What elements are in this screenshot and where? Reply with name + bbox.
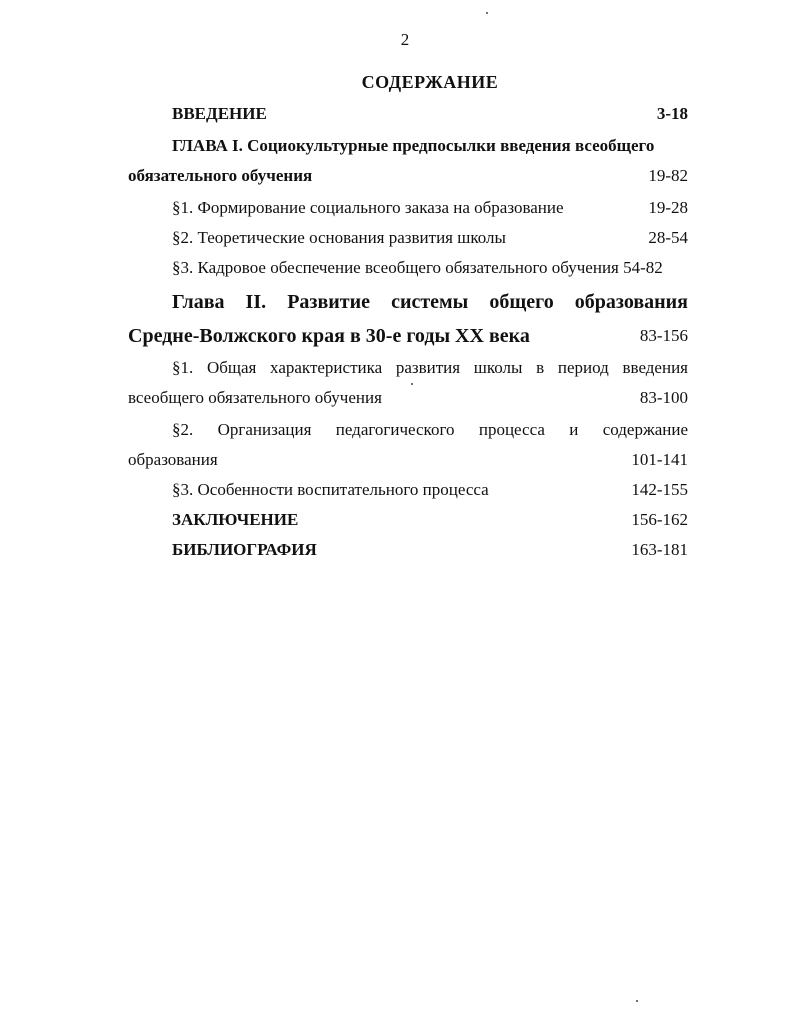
toc-ch2-section1-pages: 83-100 [639, 388, 688, 407]
scan-speck [636, 1000, 638, 1002]
toc-chapter2-title: Глава II. Развитие системы общего образования [172, 291, 688, 313]
toc-chapter1-title-cont: обязательного обучения [128, 166, 313, 185]
toc-ch1-section3-label: §3. Кадровое обеспечение всеобщего обязательного обучения 54-82 [172, 258, 663, 277]
toc-chapter2-pages: 83-156 [639, 326, 688, 345]
toc-intro-label: ВВЕДЕНИЕ [172, 104, 267, 123]
toc-conclusion-pages: 156-162 [631, 510, 688, 529]
toc-ch2-section3 [128, 478, 688, 502]
toc-ch1-section2-pages: 28-54 [648, 228, 688, 247]
toc-chapter1-title: ГЛАВА I. Социокультурные предпосылки введения всеобщего [172, 136, 655, 155]
page-number: 2 [400, 30, 410, 49]
contents-title: СОДЕРЖАНИЕ [361, 72, 499, 92]
toc-ch1-section1-label: §1. Формирование социального заказа на образование [172, 198, 564, 217]
toc-conclusion [128, 508, 688, 532]
toc-ch2-section3-label: §3. Особенности воспитательного процесса [172, 480, 489, 499]
toc-ch2-section1-line2 [128, 386, 688, 410]
toc-chapter1-line2 [128, 164, 688, 188]
toc-ch2-section2-pages: 101-141 [631, 450, 688, 469]
toc-ch2-section2-line2 [128, 448, 688, 472]
toc-ch2-section1-line1 [128, 356, 688, 380]
toc-chapter1-pages: 19-82 [648, 166, 688, 185]
toc-ch1-section1 [128, 196, 688, 220]
toc-ch2-section2-line1 [128, 418, 688, 442]
toc-ch2-section2-label-cont: образования [128, 450, 218, 469]
toc-ch1-section1-pages: 19-28 [648, 198, 688, 217]
toc-chapter2-line1 [128, 288, 688, 316]
toc-ch2-section1-label: §1. Общая характеристика развития школы в период введения [172, 358, 688, 377]
toc-ch1-section3 [128, 256, 688, 280]
scan-speck [486, 12, 488, 14]
toc-bibliography-pages: 163-181 [631, 540, 688, 559]
toc-chapter2-title-cont: Средне-Волжского края в 30-е годы XX века [128, 325, 530, 347]
toc-chapter1-line1 [172, 134, 688, 158]
toc-intro [128, 102, 688, 126]
toc-intro-pages: 3-18 [656, 104, 688, 123]
toc-ch2-section3-pages: 142-155 [631, 480, 688, 499]
toc-conclusion-label: ЗАКЛЮЧЕНИЕ [172, 510, 299, 529]
scan-speck [411, 383, 413, 385]
toc-ch2-section1-label-cont: всеобщего обязательного обучения [128, 388, 382, 407]
toc-ch1-section2-label: §2. Теоретические основания развития школы [172, 228, 506, 247]
toc-ch2-section2-label: §2. Организация педагогического процесса и содержание [172, 420, 688, 439]
toc-chapter2-line2 [128, 322, 688, 350]
toc-ch1-section2 [128, 226, 688, 250]
toc-bibliography-label: БИБЛИОГРАФИЯ [172, 540, 317, 559]
toc-bibliography [128, 538, 688, 562]
